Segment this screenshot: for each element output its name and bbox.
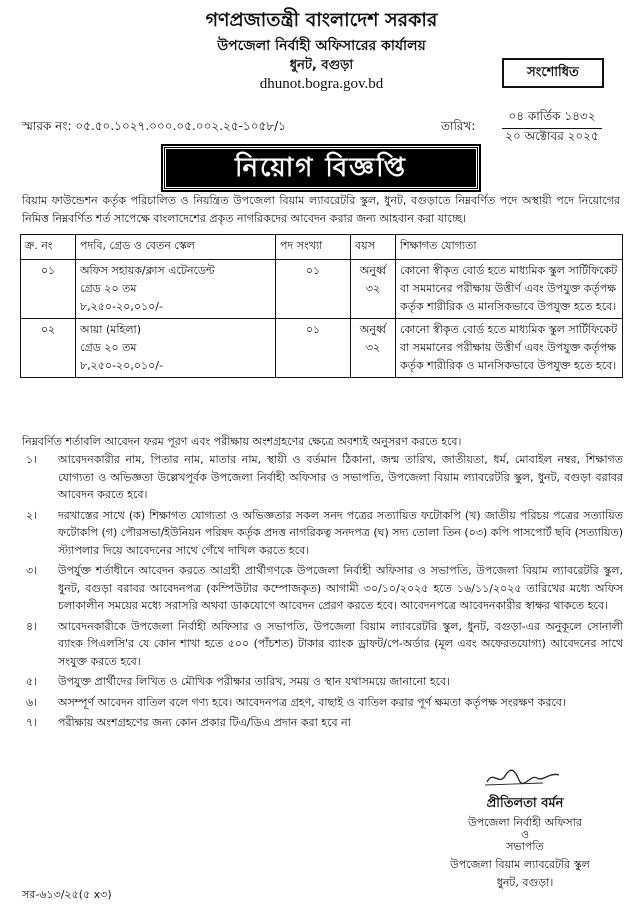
table-row bbox=[21, 260, 623, 319]
signatory-name: প্রীতিলতা বর্মন bbox=[486, 796, 564, 811]
list-item bbox=[20, 714, 623, 732]
office-name: উপজেলা নির্বাহী অফিসারের কার্যালয় bbox=[217, 38, 426, 54]
serial-cell: ০১ bbox=[21, 260, 76, 319]
posts-table bbox=[20, 234, 623, 378]
website-link[interactable]: dhunot.bogra.gov.bd bbox=[259, 76, 384, 92]
condition-text: পরীক্ষায় অংশগ্রহণের জন্য কোন প্রকার টিএ/ডিএ প্রদান করা হবে না bbox=[58, 716, 351, 729]
condition-text: উপর্যুক্ত শর্তাধীনে আবেদন করতে আগ্রহী প্রার্থীগণকে উপজেলা নির্বাহী অফিসার ও সভাপতি, উপজেলা বিয়াম ল্যাবরেটরি স্কুল, ধুনট, বগুড়া বরাবর আবেদনপত্র (কম্পিউটার কম্পোজকৃত) আগামী ৩০/১০/২০২৫ হতে ১৬/১১/২০২৫ তারিখের মধ্যে অফিস চলাকালীন সময়ের মধ্যে সরাসরি অথবা ডাকযোগে আবেদন প্রেরণ করতে হবে। আবেদনপত্রে আবেদনকারীর স্বাক্ষর থাকতে হবে। bbox=[58, 564, 623, 612]
condition-number: ১। bbox=[26, 453, 38, 466]
date-bangla: ০৪ কার্তিক ১৪৩২ bbox=[502, 108, 602, 129]
header-qualification: শিক্ষাগত যোগ্যতা bbox=[396, 235, 623, 260]
age-limit-label: অনুর্ধ্ব bbox=[359, 264, 387, 277]
intro-paragraph: বিয়াম ফাউন্ডেশন কর্তৃক পরিচালিত ও নিয়ন্ত্রিত উপজেলা বিয়াম ল্যাবরেটরি স্কুল, ধুনট, বগুড়াতে নিম্নবর্ণিত পদে অস্থায়ী পদে নিয়োগের নিমিত্ত নিম্নবর্ণিত শর্ত সাপেক্ষে বাংলাদেশের প্রকৃত নাগরিকদের আবেদন করার জন্য আহবান করা যাচ্ছে। bbox=[22, 194, 620, 225]
serial-cell: ০২ bbox=[21, 319, 76, 378]
post-grade: গ্রেড ২০ তম bbox=[80, 282, 137, 295]
post-cell bbox=[76, 319, 276, 378]
post-scale: ৮,২৫০-২০,০১০/- bbox=[80, 359, 163, 372]
signatory-title: উপজেলা নির্বাহী অফিসার bbox=[468, 816, 582, 829]
age-limit-value: ৩২ bbox=[365, 282, 381, 295]
conditions-title: নিম্নবর্ণিত শর্তাবলি আবেদন ফরম পূরণ এবং পরীক্ষায় অংশগ্রহণের ক্ষেত্রে অবশ্যই অনুসরণ করতে হবে। bbox=[22, 435, 462, 448]
condition-text: আবেদনকারীকে উপজেলা নির্বাহী অফিসার ও সভাপতি, উপজেলা বিয়াম ল্যাবরেটরি স্কুল, ধুনট, বগুড়া-এর অনুকূলে সোনালী ব্যাংক পিএলসি'র যে কোন শাখা হতে ৫০০ (পাঁচশত) টাকার ব্যাংক ড্রাফট/পে-অর্ডার (মূল এবং অফেরতযোগ্য) আবেদনের সাথে সংযুক্ত করতে হবে। bbox=[58, 619, 623, 668]
header-count: পদ সংখ্যা bbox=[276, 235, 351, 260]
post-cell bbox=[76, 260, 276, 319]
post-scale: ৮,২৫০-২০,০১০/- bbox=[80, 300, 163, 313]
revised-badge: সংশোধিত bbox=[502, 58, 604, 88]
signatory-institution: উপজেলা বিয়াম ল্যাবরেটরি স্কুল bbox=[450, 858, 590, 871]
count-cell: ০১ bbox=[276, 319, 351, 378]
handwritten-signature bbox=[483, 766, 563, 788]
print-reference: সর-৬১৩/২৫(৫ x৩) bbox=[22, 888, 112, 901]
signatory-conjunction: ও bbox=[520, 828, 530, 841]
memo-number: স্মারক নং: ০৫.৫০.১০২৭.০০০.০৫.০০২.২৫-১০৫৮/১ bbox=[22, 119, 286, 133]
government-title: গণপ্রজাতন্ত্রী বাংলাদেশ সরকার bbox=[205, 9, 438, 31]
age-limit-value: ৩২ bbox=[365, 341, 381, 354]
condition-number: ২। bbox=[26, 508, 38, 522]
condition-text: অসম্পূর্ণ আবেদন বাতিল বলে গণ্য হবে। আবেদনপত্র গ্রহণ, বাছাই ও বাতিল করার পূর্ণ ক্ষমতা কর্তৃপক্ষ সংরক্ষণ করবে। bbox=[58, 695, 566, 709]
list-item bbox=[20, 673, 623, 691]
age-cell bbox=[351, 260, 396, 319]
list-item bbox=[20, 694, 623, 712]
condition-text: আবেদনকারীর নাম, পিতার নাম, মাতার নাম, স্থায়ী ও বর্তমান ঠিকানা, জন্ম তারিখ, জাতীয়তা, ধর্ম, মোবাইল নম্বর, শিক্ষাগত যোগ্যতা ও অভিজ্ঞতা উল্লেখপূর্বক উপজেলা নির্বাহী অফিসার ও সভাপতি, উপজেলা বিয়াম ল্যাবরেটরি স্কুল, ধুনট, বগুড়া বরাবর আবেদন করতে হবে। bbox=[58, 453, 623, 501]
list-item bbox=[20, 562, 623, 615]
header-age: বয়স bbox=[351, 235, 396, 260]
condition-number: ৫। bbox=[26, 675, 38, 688]
condition-number: ৬। bbox=[26, 695, 38, 709]
post-grade: গ্রেড ২০ তম bbox=[80, 341, 137, 354]
list-item bbox=[20, 507, 623, 560]
date-english: ২০ অক্টোবর ২০২৫ bbox=[505, 129, 599, 143]
condition-number: ৪। bbox=[26, 619, 38, 633]
office-address: ধুনট, বগুড়া bbox=[289, 58, 354, 73]
post-title: অফিস সহায়ক/ক্লাস এটেনডেন্ট bbox=[80, 264, 215, 277]
condition-text: দরখাস্তের সাথে (ক) শিক্ষাগত যোগ্যতা ও অভিজ্ঞতার সকল সনদ পত্রের সত্যায়িত ফটোকপি (খ) জাতীয় পরিচয় পত্রের সত্যায়িত ফটোকপি (গ) পৌরসভা/ইউনিয়ন পরিষদ কর্তৃক প্রদত্ত নাগরিকত্ব সনদপত্র (ঘ) সদ্য তোলা তিন (০৩) কপি পাসপোর্ট ছবি (সত্যায়িত) স্ট্যাপলার দিয়ে আবেদনের সাথে গেঁথে দাখিল করতে হবে। bbox=[58, 508, 623, 557]
header-serial: ক্র. নং bbox=[21, 235, 76, 260]
qualification-cell: কোনো স্বীকৃত বোর্ড হতে মাধ্যমিক স্কুল সার্টিফিকেট বা সমমানের পরীক্ষায় উত্তীর্ণ এবং উপযুক্ত কর্তৃপক্ষ কর্তৃক শারীরিক ও মানসিকভাবে উপযুক্ত হতে হবে। bbox=[396, 260, 623, 319]
post-title: আয়া (মহিলা) bbox=[80, 323, 142, 336]
condition-text: উপযুক্ত প্রার্থীদের লিখিত ও মৌখিক পরীক্ষার তারিখ, সময় ও স্থান যথাসময়ে জানানো হবে। bbox=[58, 675, 451, 688]
notice-banner: নিয়োগ বিজ্ঞপ্তি bbox=[163, 146, 479, 190]
condition-number: ৭। bbox=[26, 716, 38, 729]
table-row bbox=[21, 319, 623, 378]
date-label: তারিখ: bbox=[441, 119, 476, 133]
list-item bbox=[20, 618, 623, 671]
header-post: পদবি, গ্রেড ও বেতন স্কেল bbox=[76, 235, 276, 260]
conditions-list bbox=[20, 451, 623, 735]
count-cell: ০১ bbox=[276, 260, 351, 319]
signatory-role: সভাপতি bbox=[506, 840, 544, 853]
condition-number: ৩। bbox=[26, 564, 38, 577]
signatory-location: ধুনট, বগুড়া। bbox=[496, 876, 554, 889]
list-item bbox=[20, 451, 623, 504]
table-header-row bbox=[21, 235, 623, 260]
age-limit-label: অনুর্ধ্ব bbox=[359, 323, 387, 336]
age-cell bbox=[351, 319, 396, 378]
qualification-cell: কোনো স্বীকৃত বোর্ড হতে মাধ্যমিক স্কুল সার্টিফিকেট বা সমমানের পরীক্ষায় উত্তীর্ণ এবং উপযুক্ত কর্তৃপক্ষ কর্তৃক শারীরিক ও মানসিকভাবে উপযুক্ত হতে হবে। bbox=[396, 319, 623, 378]
